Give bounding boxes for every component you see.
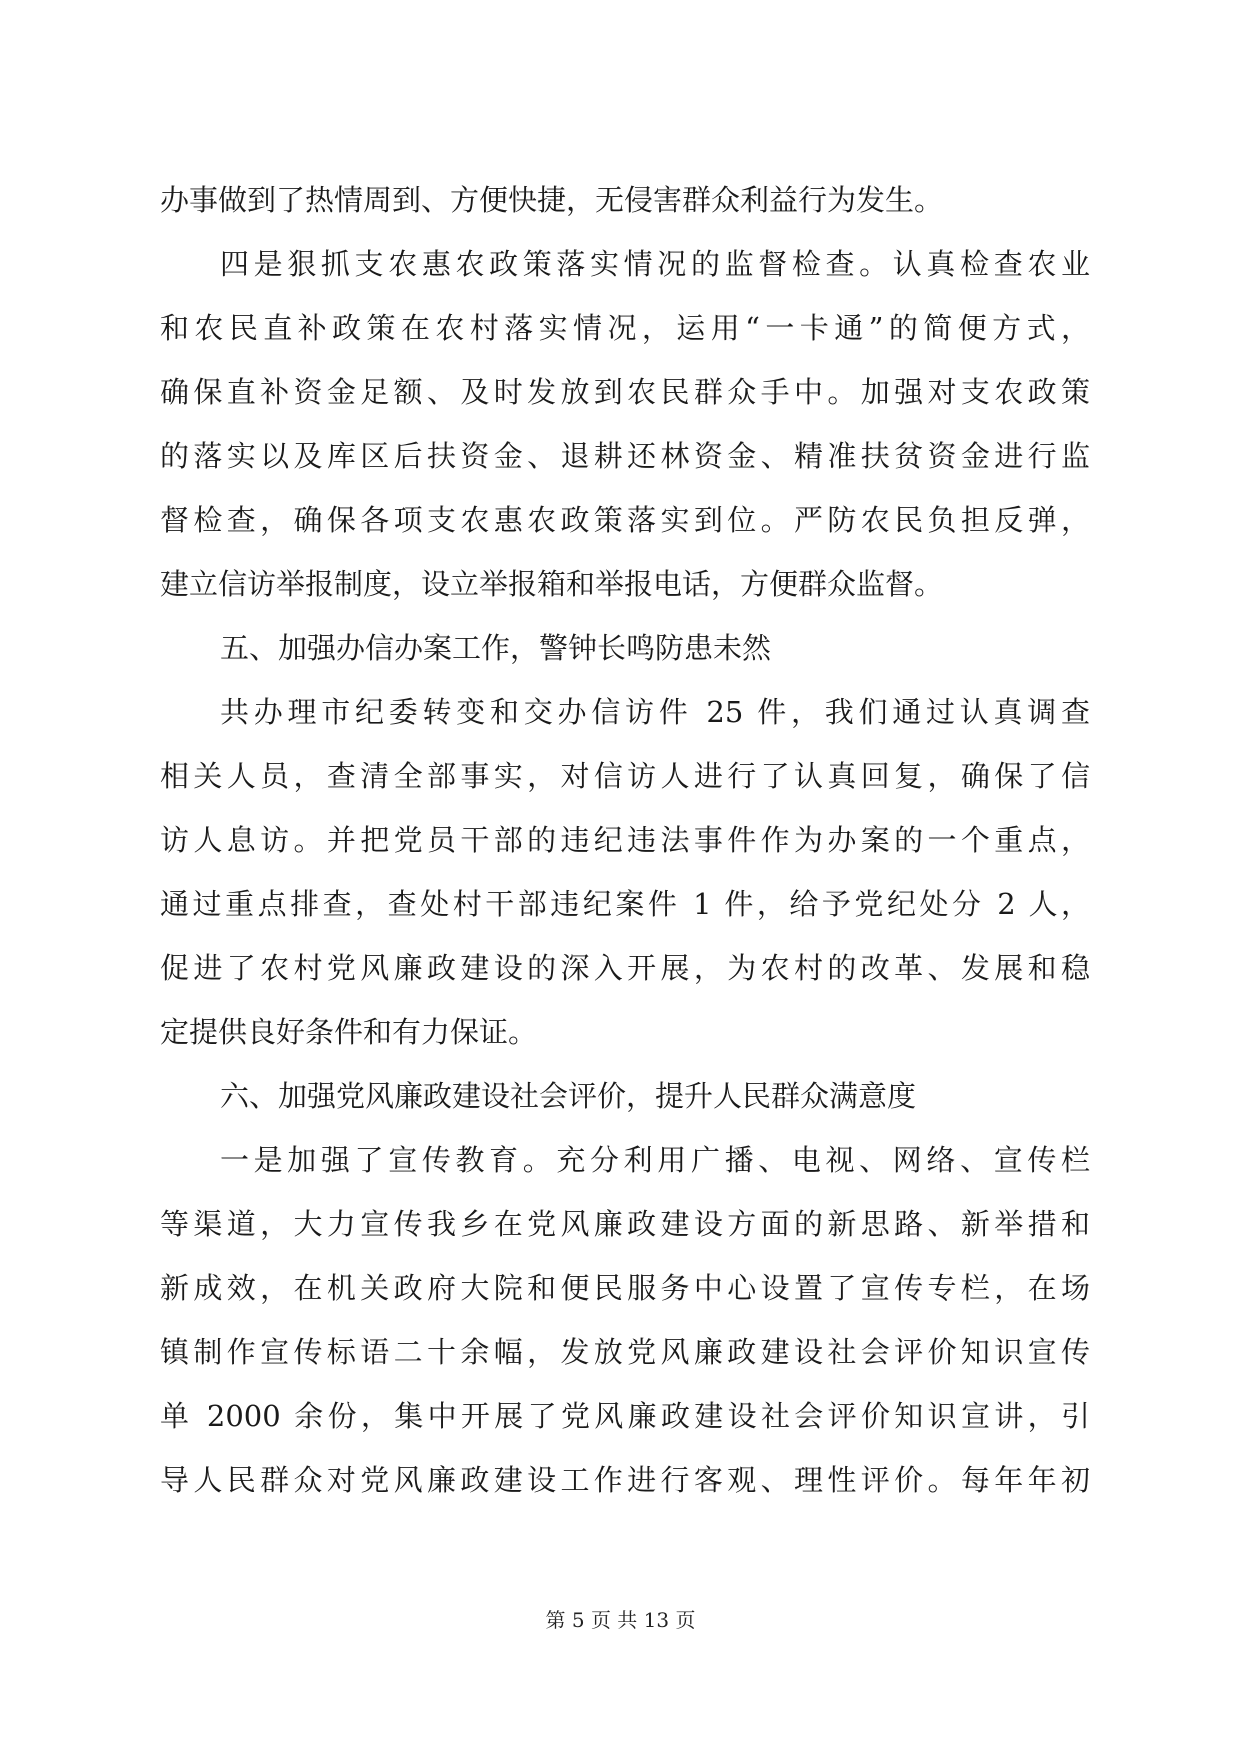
text-line: 五、加强办信办案工作，警钟长鸣防患未然 [220,631,772,665]
text-line: 相关人员，查清全部事实，对信访人进行了认真回复，确保了信 [160,759,1090,793]
text-line: 和农民直补政策在农村落实情况，运用“一卡通”的简便方式， [160,311,1090,345]
page-footer: 第 5 页 共 13 页 [545,1608,696,1632]
text-line: 导人民群众对党风廉政建设工作进行客观、理性评价。每年年初 [160,1463,1090,1497]
body-text [160,168,1090,1512]
text-line: 镇制作宣传标语二十余幅，发放党风廉政建设社会评价知识宣传 [160,1335,1090,1369]
text-line: 确保直补资金足额、及时发放到农民群众手中。加强对支农政策 [160,375,1090,409]
text-line: 督检查，确保各项支农惠农政策落实到位。严防农民负担反弹， [160,503,1090,537]
text-line: 促进了农村党风廉政建设的深入开展，为农村的改革、发展和稳 [160,951,1090,985]
text-line: 共办理市纪委转变和交办信访件 25 件，我们通过认真调查 [220,695,1090,729]
text-line: 的落实以及库区后扶资金、退耕还林资金、精准扶贫资金进行监 [160,439,1090,473]
text-line: 六、加强党风廉政建设社会评价，提升人民群众满意度 [220,1079,917,1113]
text-line: 一是加强了宣传教育。充分利用广播、电视、网络、宣传栏 [220,1143,1090,1177]
text-line: 四是狠抓支农惠农政策落实情况的监督检查。认真检查农业 [220,247,1090,281]
text-line: 访人息访。并把党员干部的违纪违法事件作为办案的一个重点， [160,823,1090,857]
text-line: 通过重点排查，查处村干部违纪案件 1 件，给予党纪处分 2 人， [160,887,1090,921]
text-line: 新成效，在机关政府大院和便民服务中心设置了宣传专栏，在场 [160,1271,1090,1305]
text-line: 定提供良好条件和有力保证。 [160,1015,538,1049]
text-line: 等渠道，大力宣传我乡在党风廉政建设方面的新思路、新举措和 [160,1207,1090,1241]
text-line: 办事做到了热情周到、方便快捷，无侵害群众利益行为发生。 [160,183,944,217]
text-line: 建立信访举报制度，设立举报箱和举报电话，方便群众监督。 [160,567,944,601]
text-line: 单 2000 余份，集中开展了党风廉政建设社会评价知识宣讲，引 [160,1399,1090,1433]
